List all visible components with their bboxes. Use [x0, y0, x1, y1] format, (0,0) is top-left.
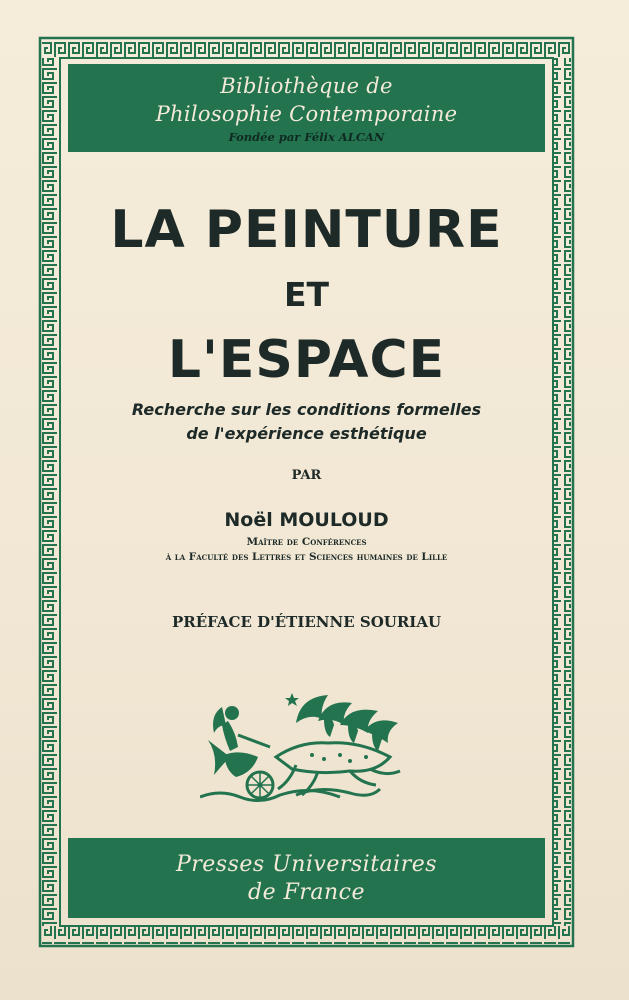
chariot-horses-emblem-icon: [200, 685, 420, 810]
series-line-1: Bibliothèque de: [220, 74, 393, 98]
publisher-line-1: Presses Universitaires: [175, 852, 438, 877]
subtitle-line-1: Recherche sur les conditions formelles: [131, 400, 482, 419]
title-line-3: L'ESPACE: [167, 330, 446, 390]
author-name: Noël MOULOUD: [224, 509, 389, 531]
author-affiliation: à la Faculté des Lettres et Sciences humaines de Lille: [165, 551, 448, 563]
series-band: [68, 64, 545, 152]
publisher-line-2: de France: [247, 880, 365, 905]
preface-credit: PRÉFACE D'ÉTIENNE SOURIAU: [171, 613, 442, 631]
series-line-2: Philosophie Contemporaine: [155, 102, 458, 126]
author-role: Maître de Conférences: [246, 536, 367, 548]
title-line-2: ET: [283, 275, 330, 314]
series-founder: Fondée par Félix ALCAN: [228, 130, 385, 144]
by-label: PAR: [291, 468, 322, 483]
subtitle-line-2: de l'expérience esthétique: [186, 424, 427, 443]
title-line-1: LA PEINTURE: [110, 200, 503, 260]
publisher-band: [68, 838, 545, 918]
